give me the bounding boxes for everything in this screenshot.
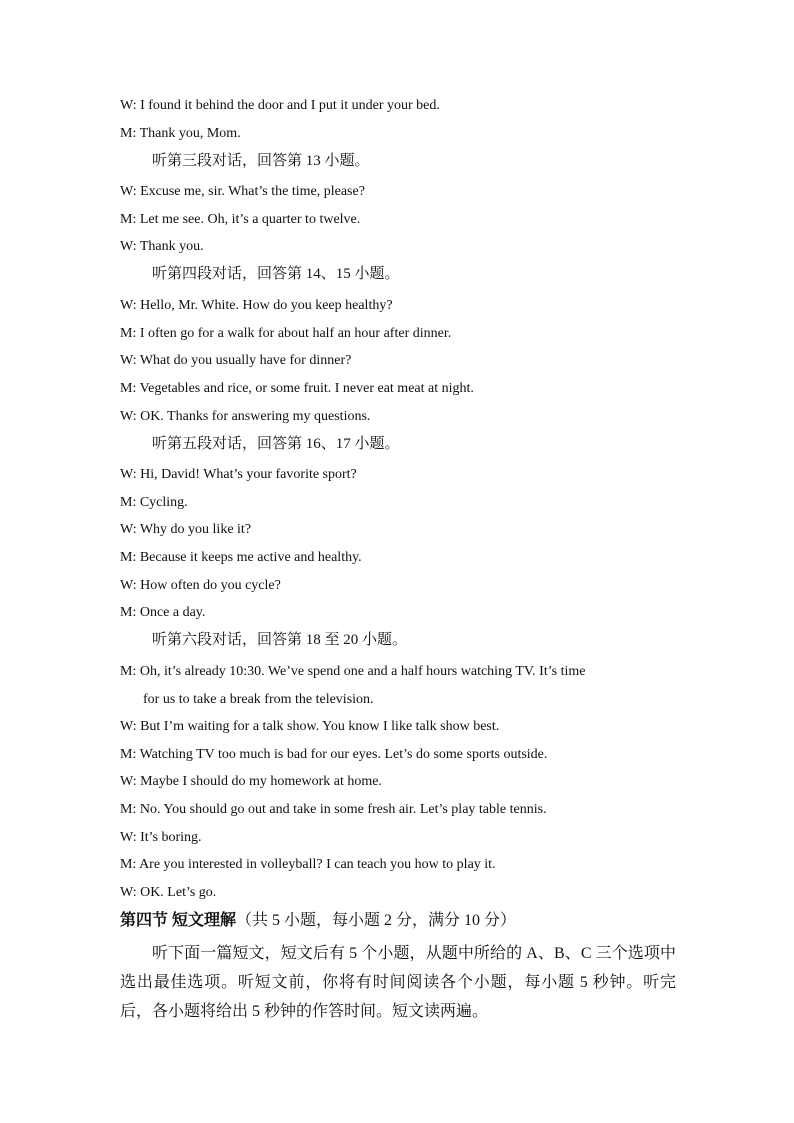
dialogue-line: M: I often go for a walk for about half an hour after dinner. [120, 326, 452, 341]
dialogue-line: M: Once a day. [120, 605, 206, 620]
dialogue-line-continued: for us to take a break from the television. [143, 692, 374, 707]
conversation-heading: 听第三段对话，回答第 13 小题。 [152, 153, 370, 169]
dialogue-line: M: Oh, it’s already 10:30. We’ve spend one and a half hours watching TV. It’s time [120, 664, 586, 679]
conversation-heading: 听第四段对话，回答第 14、15 小题。 [152, 266, 400, 282]
conversation-heading: 听第六段对话，回答第 18 至 20 小题。 [152, 632, 408, 648]
dialogue-line: W: Thank you. [120, 239, 204, 254]
dialogue-line: M: Cycling. [120, 495, 188, 510]
conversation-heading: 听第五段对话，回答第 16、17 小题。 [152, 436, 400, 452]
dialogue-line: M: Are you interested in volleyball? I can teach you how to play it. [120, 857, 496, 872]
dialogue-line: W: I found it behind the door and I put it under your bed. [120, 98, 440, 113]
dialogue-line: M: Thank you, Mom. [120, 126, 241, 141]
dialogue-line: W: Why do you like it? [120, 522, 252, 537]
dialogue-line: W: OK. Thanks for answering my questions. [120, 409, 371, 424]
dialogue-line: M: No. You should go out and take in some fresh air. Let’s play table tennis. [120, 802, 547, 817]
section-subtitle: （共 5 小题，每小题 2 分，满分 10 分） [236, 912, 517, 929]
dialogue-line: W: OK. Let’s go. [120, 885, 217, 900]
dialogue-line: M: Watching TV too much is bad for our eyes. Let’s do some sports outside. [120, 747, 548, 762]
dialogue-line: W: Excuse me, sir. What’s the time, please? [120, 184, 365, 199]
dialogue-line: W: Maybe I should do my homework at home. [120, 774, 382, 789]
dialogue-line: W: What do you usually have for dinner? [120, 353, 352, 368]
section-title: 第四节 短文理解 [120, 912, 237, 929]
dialogue-line: W: Hello, Mr. White. How do you keep healthy? [120, 298, 393, 313]
dialogue-line: M: Because it keeps me active and healthy. [120, 550, 362, 565]
dialogue-line: W: But I’m waiting for a talk show. You know I like talk show best. [120, 719, 500, 734]
dialogue-line: W: How often do you cycle? [120, 578, 281, 593]
dialogue-line: M: Let me see. Oh, it’s a quarter to twelve. [120, 212, 361, 227]
dialogue-line: M: Vegetables and rice, or some fruit. I never eat meat at night. [120, 381, 474, 396]
dialogue-line: W: It’s boring. [120, 830, 202, 845]
dialogue-line: W: Hi, David! What’s your favorite sport? [120, 467, 357, 482]
section-heading [120, 910, 516, 932]
section-instruction: 听下面一篇短文，短文后有 5 个小题，从题中所给的 A、B、C 三个选项中选出最佳选项。听短文前，你将有时间阅读各个小题，每小题 5 秒钟。听完后，各小题将给出 5 秒钟的作答时间。短文读两遍。 [120, 945, 676, 1020]
